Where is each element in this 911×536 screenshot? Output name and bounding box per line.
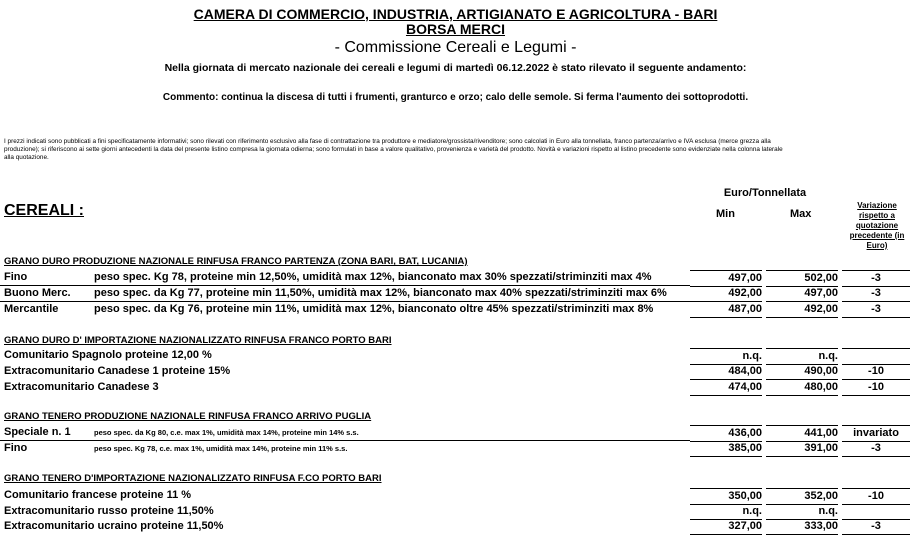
row-max: 333,00 (766, 519, 838, 535)
row-name: Buono Merc. (4, 287, 71, 299)
row-min: 327,00 (690, 519, 762, 535)
row-name: Comunitario francese proteine 11 % (4, 489, 192, 501)
table-row (0, 270, 911, 286)
row-variation: -10 (842, 380, 910, 396)
row-name: Extracomunitario ucraino proteine 11,50% (4, 520, 224, 532)
table-row (0, 302, 911, 318)
row-name: Mercantile (4, 303, 59, 315)
row-variation: -3 (842, 286, 910, 302)
table-row (0, 441, 911, 457)
row-min: 487,00 (690, 302, 762, 318)
row-max: 502,00 (766, 270, 838, 287)
section-title: GRANO TENERO D'IMPORTAZIONE NAZIONALIZZATO RINFUSA F.CO PORTO BARI (4, 473, 382, 484)
row-description: peso spec. da Kg 77, proteine min 11,50%, umidità max 12%, bianconato max 40% spezzati/striminziti max 6% (94, 287, 667, 299)
row-description: peso spec. Kg 78, c.e. max 1%, umidità max 14%, proteine min 11% s.s. (94, 444, 348, 453)
row-variation: -3 (842, 270, 910, 287)
table-row (0, 364, 911, 380)
row-variation: -3 (842, 302, 910, 318)
row-min: n.q. (690, 348, 762, 365)
row-variation (842, 504, 910, 520)
row-variation: -10 (842, 488, 910, 505)
row-min: 350,00 (690, 488, 762, 505)
row-variation: -3 (842, 441, 910, 457)
row-name: Fino (4, 271, 28, 283)
row-max: 441,00 (766, 425, 838, 442)
row-max: 492,00 (766, 302, 838, 318)
exchange-title: BORSA MERCI (405, 21, 506, 37)
session-line: Nella giornata di mercato nazionale dei cereali e legumi di martedì 06.12.2022 è stato rilevato il seguente andamento: (164, 62, 747, 74)
variation-header: Variazione rispetto a quotazione precedente (in Euro) (849, 201, 905, 250)
row-description: peso spec. Kg 78, proteine min 12,50%, umidità max 12%, bianconato max 30% spezzati/striminziti max 4% (94, 271, 652, 283)
row-max: n.q. (766, 348, 838, 365)
row-variation: invariato (842, 425, 910, 442)
row-min: 385,00 (690, 441, 762, 457)
row-max: 480,00 (766, 380, 838, 396)
row-min: 492,00 (690, 286, 762, 302)
row-name: Speciale n. 1 (4, 426, 71, 438)
row-max: 352,00 (766, 488, 838, 505)
section-title: GRANO DURO D' IMPORTAZIONE NAZIONALIZZATO RINFUSA FRANCO PORTO BARI (4, 335, 392, 346)
row-max: 490,00 (766, 364, 838, 380)
row-description: peso spec. da Kg 76, proteine min 11%, umidità max 12%, bianconato oltre 45% spezzati/striminziti max 8% (94, 303, 654, 315)
row-name: Comunitario Spagnolo proteine 12,00 % (4, 349, 212, 361)
row-max: 497,00 (766, 286, 838, 302)
max-header: Max (790, 208, 812, 220)
table-row (0, 348, 911, 364)
row-variation: -10 (842, 364, 910, 380)
chamber-title: CAMERA DI COMMERCIO, INDUSTRIA, ARTIGIANATO E AGRICOLTURA - BARI (193, 6, 718, 22)
table-row (0, 519, 911, 535)
table-row (0, 286, 911, 302)
commission-title: - Commissione Cereali e Legumi - (334, 39, 577, 56)
table-row (0, 488, 911, 504)
market-comment: Commento: continua la discesa di tutti i frumenti, granturco e orzo; calo delle semole. Si ferma l'aumento dei sottoprodotti. (162, 92, 749, 103)
row-max: n.q. (766, 504, 838, 520)
row-min: 436,00 (690, 425, 762, 442)
row-min: 474,00 (690, 380, 762, 396)
row-min: 497,00 (690, 270, 762, 287)
section-title: GRANO TENERO PRODUZIONE NAZIONALE RINFUSA FRANCO ARRIVO PUGLIA (4, 411, 372, 422)
section-title: GRANO DURO PRODUZIONE NAZIONALE RINFUSA FRANCO PARTENZA (ZONA BARI, BAT, LUCANIA) (4, 256, 468, 267)
row-name: Extracomunitario russo proteine 11,50% (4, 505, 214, 517)
row-name: Fino (4, 442, 28, 454)
category-heading: CEREALI : (4, 202, 84, 219)
row-min: n.q. (690, 504, 762, 520)
row-variation (842, 348, 910, 365)
row-min: 484,00 (690, 364, 762, 380)
unit-header: Euro/Tonnellata (723, 187, 807, 199)
table-row (0, 504, 911, 520)
row-name: Extracomunitario Canadese 3 (4, 381, 159, 393)
row-max: 391,00 (766, 441, 838, 457)
row-variation: -3 (842, 519, 910, 535)
row-name: Extracomunitario Canadese 1 proteine 15% (4, 365, 231, 377)
table-row (0, 425, 911, 441)
table-row (0, 380, 911, 396)
min-header: Min (716, 208, 735, 220)
disclaimer-text: I prezzi indicati sono pubblicati a fini specificatamente informativi; sono rilevati con riferimento esclusivo alla fase di contrattazione tra produttore e mediatore/grossista/rivenditore; sono calcolati in Euro alla tonnellata, franco partenza/arrivo e IVA esclusa (merce grezza alla produzione); si riferiscono ai sette giorni antecedenti la data del presente listino compresa la giornata odierna; sono formulati in base a valore qualitativo, provenienza e varietà del prodotto. Novità e variazioni rispetto al listino precedente sono evidenziate nella colonna laterale alla quotazione. (4, 138, 783, 162)
row-description: peso spec. da Kg 80, c.e. max 1%, umidità max 14%, proteine min 14% s.s. (94, 428, 359, 437)
